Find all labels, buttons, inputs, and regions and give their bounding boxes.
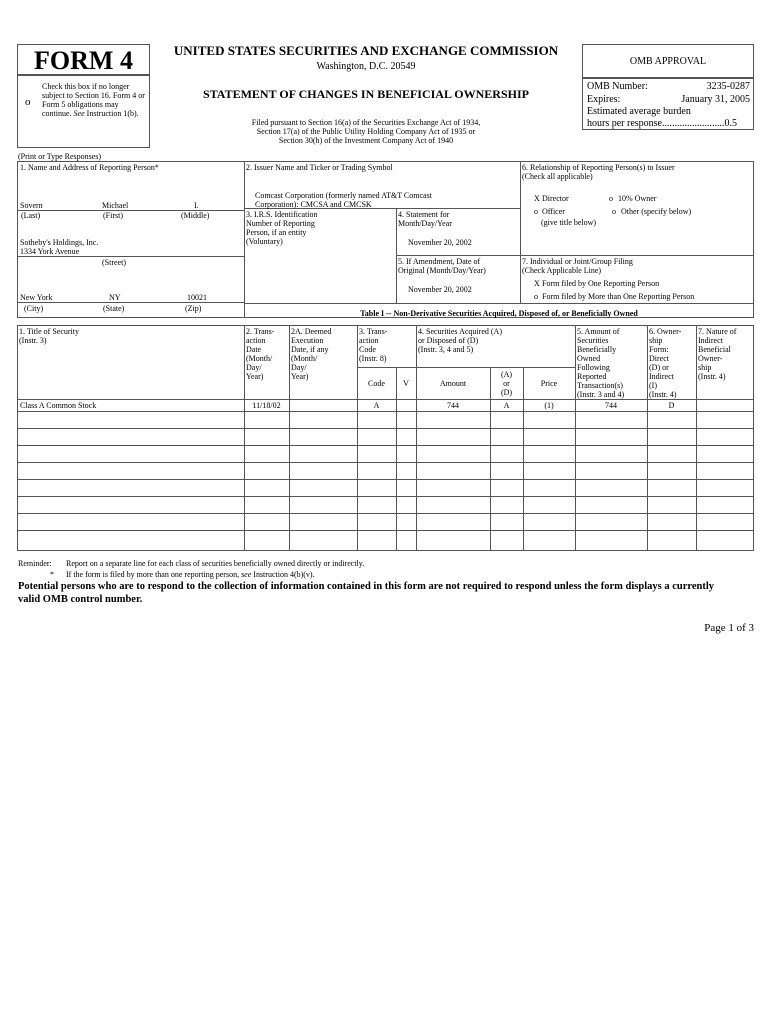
omb-expires-label: Expires: [587,94,621,105]
sub-code: Code [368,379,385,388]
col-transaction-date: 2. Trans- action Date (Month/ Day/ Year) [246,327,275,381]
sub-amount: Amount [439,379,467,388]
col-ownership-form: 6. Owner- ship Form: Direct (D) or Indirect (I) (Instr. 4) [649,327,682,399]
col-transaction-code: 3. Trans- action Code (Instr. 8) [359,327,388,363]
reminder-label: Reminder: [18,559,52,568]
sub-v: V [403,379,409,388]
reporting-person-label: 1. Name and Address of Reporting Person* [20,163,159,172]
reporting-person-street-1[interactable]: Sotheby's Holdings, Inc. [20,238,99,247]
cell-transaction-date[interactable]: 11/18/02 [252,401,281,410]
col-title-of-security: 1. Title of Security (Instr. 3) [19,327,80,345]
reporting-person-middle[interactable]: I. [194,201,199,210]
reporting-person-last[interactable]: Sovern [20,201,43,210]
section16-checkbox-box [17,75,150,148]
relationship-label: 6. Relationship of Reporting Person(s) to Issuer (Check all applicable) [522,163,675,181]
cell-ownership-form[interactable]: D [668,401,675,410]
sub-price: Price [540,379,558,388]
reporting-person-first[interactable]: Michael [102,201,129,210]
col-amount-owned: 5. Amount of Securities Beneficially Owned Following Reported Transaction(s) (Instr. 3 and 4) [577,327,625,399]
filed-pursuant-text: Filed pursuant to Section 16(a) of the Securities Exchange Act of 1934, Section 17(a) of the Public Utility Holding Company Act of 1935 or Section 30(h) of the Investment Company Act of 1940 [251,118,481,145]
omb-approval-title: OMB APPROVAL [629,56,707,67]
middle-name-caption: (Middle) [181,211,210,220]
omb-number-value: 3235-0287 [706,81,750,92]
col-deemed-execution-date: 2A. Deemed Execution Date, if any (Month/ Day/ Year) [291,327,332,381]
omb-burden-line2: hours per response.........................0.5 [587,118,737,129]
filing-label: 7. Individual or Joint/Group Filing (Check Applicable Line) [522,257,633,275]
issuer-label: 2. Issuer Name and Ticker or Trading Symbol [246,163,393,172]
statement-title: STATEMENT OF CHANGES IN BENEFICIAL OWNERSHIP [203,87,529,101]
note-text: If the form is filed by more than one reporting person, see Instruction 4(b)(v). [66,570,315,579]
cell-price[interactable]: (1) [544,401,554,410]
form-title: FORM 4 [34,46,133,75]
reporting-person-street-2[interactable]: 1334 York Avenue [20,247,80,256]
ten-percent-owner-label: 10% Owner [618,194,657,203]
cell-amount[interactable]: 744 [447,401,459,410]
multiple-persons-checkbox[interactable]: o [534,292,538,301]
issuer-value[interactable]: Comcast Corporation (formerly named AT&T Comcast Corporation): CMCSA and CMCSK [255,191,432,209]
other-label: Other (specify below) [621,207,692,216]
omb-details-box [582,78,754,130]
one-person-label: Form filed by One Reporting Person [542,279,660,288]
sub-a-or-d: (A) or (D) [500,370,513,397]
irs-label: 3. I.R.S. Identification Number of Reporting Person, if an entity (Voluntary) [246,210,318,246]
section16-checkbox-text: Check this box if no longer subject to Section 16. Form 4 or Form 5 obligations may continue. See Instruction 1(b). [42,82,145,118]
omb-burden-line1: Estimated average burden [587,106,691,117]
section16-checkbox[interactable]: o [25,96,31,108]
director-label: Director [542,194,569,203]
statement-for-label: 4. Statement for Month/Day/Year [398,210,452,228]
agency-location: Washington, D.C. 20549 [316,61,416,72]
omb-approval-box [582,44,754,78]
omb-number-label: OMB Number: [587,81,648,92]
col-securities-acquired: 4. Securities Acquired (A) or Disposed of (D) (Instr. 3, 4 and 5) [418,327,502,354]
last-name-caption: (Last) [21,211,41,220]
reporting-person-state[interactable]: NY [109,293,121,302]
officer-label: Officer [542,207,565,216]
first-name-caption: (First) [103,211,123,220]
multiple-persons-label: Form filed by More than One Reporting Person [542,292,695,301]
print-or-type-note: (Print or Type Responses) [18,152,102,161]
cell-title[interactable]: Class A Common Stock [20,401,97,410]
omb-warning: Potential persons who are to respond to the collection of information contained in this form are not required to respond unless the form displays a currently valid OMB control number. [18,581,715,605]
officer-checkbox[interactable]: o [534,207,538,216]
city-caption: (City) [24,304,44,313]
ten-percent-owner-checkbox[interactable]: o [609,194,613,203]
amendment-value[interactable]: November 20, 2002 [408,285,472,294]
state-caption: (State) [103,304,125,313]
table1-title: Table I -- Non-Derivative Securities Acquired, Disposed of, or Beneficially Owned [360,309,638,318]
street-caption: (Street) [102,258,126,267]
note-star: * [50,570,54,579]
one-person-checkbox[interactable]: X [534,279,540,288]
reporting-person-city[interactable]: New York [20,293,53,302]
agency-name: UNITED STATES SECURITIES AND EXCHANGE COMMISSION [173,43,559,58]
page-number: Page 1 of 3 [704,622,754,634]
officer-title-hint: (give title below) [541,218,597,227]
statement-for-value[interactable]: November 20, 2002 [408,238,472,247]
omb-expires-value: January 31, 2005 [681,94,750,105]
col-nature-of-ownership: 7. Nature of Indirect Beneficial Owner- ship (Instr. 4) [698,327,737,381]
other-checkbox[interactable]: o [612,207,616,216]
form-title-box [17,44,150,75]
cell-code[interactable]: A [373,401,380,410]
cell-amount-owned[interactable]: 744 [605,401,617,410]
cell-a-or-d[interactable]: A [503,401,510,410]
amendment-label: 5. If Amendment, Date of Original (Month/Day/Year) [398,257,486,275]
zip-caption: (Zip) [185,304,202,313]
reporting-person-zip[interactable]: 10021 [187,293,207,302]
reminder-text: Report on a separate line for each class of securities beneficially owned directly or indirectly. [66,559,365,568]
director-checkbox[interactable]: X [534,194,540,203]
